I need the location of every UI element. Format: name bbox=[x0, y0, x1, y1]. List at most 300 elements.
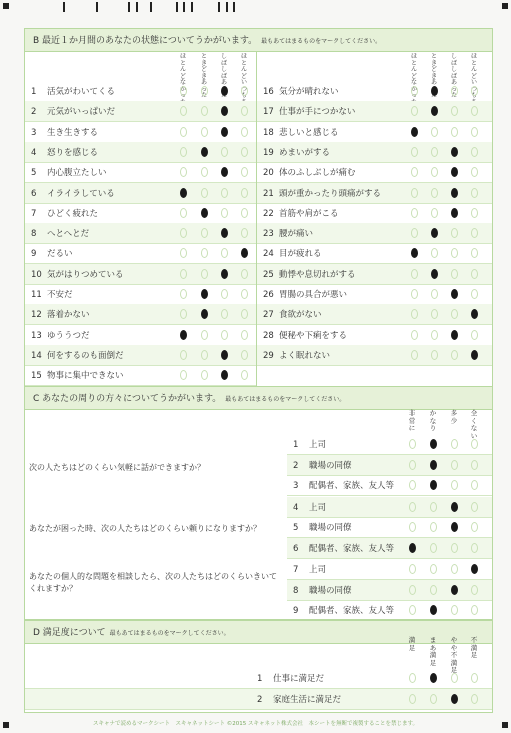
answer-bubble[interactable] bbox=[451, 330, 458, 340]
question-label bbox=[31, 166, 107, 178]
answer-bubble[interactable] bbox=[471, 86, 478, 96]
answer-bubble[interactable] bbox=[180, 127, 187, 137]
question-text: 気分が晴れない bbox=[279, 87, 339, 97]
answer-bubble[interactable] bbox=[201, 228, 208, 238]
answer-bubble[interactable] bbox=[241, 147, 248, 157]
answer-bubble[interactable] bbox=[221, 147, 228, 157]
question-text: 目が疲れる bbox=[279, 249, 322, 260]
answer-bubble[interactable] bbox=[221, 269, 228, 279]
answer-bubble[interactable] bbox=[411, 86, 418, 96]
answer-bubble[interactable] bbox=[471, 502, 478, 512]
answer-bubble[interactable] bbox=[451, 106, 458, 116]
question-number: 21 bbox=[263, 188, 274, 199]
question-text: 何をするのも面倒だ bbox=[47, 350, 124, 361]
answer-bubble[interactable] bbox=[180, 330, 187, 340]
answer-bubble[interactable] bbox=[451, 167, 458, 177]
answer-bubble[interactable] bbox=[451, 480, 458, 490]
answer-bubble[interactable] bbox=[451, 502, 458, 512]
question-text: 内心腹立たしい bbox=[47, 168, 107, 179]
answer-bubble[interactable] bbox=[411, 269, 418, 279]
question-number: 16 bbox=[263, 87, 274, 97]
answer-bubble[interactable] bbox=[471, 309, 478, 319]
answer-bubble[interactable] bbox=[471, 350, 478, 360]
answer-bubble[interactable] bbox=[451, 543, 458, 553]
question-label bbox=[263, 349, 330, 361]
answer-bubble[interactable] bbox=[409, 605, 416, 615]
question-text: 怒りを感じる bbox=[47, 147, 99, 158]
answer-bubble[interactable] bbox=[241, 248, 248, 258]
question-number: 13 bbox=[31, 330, 42, 341]
answer-bubble[interactable] bbox=[431, 269, 438, 279]
answer-bubble[interactable] bbox=[411, 309, 418, 319]
answer-bubble[interactable] bbox=[471, 543, 478, 553]
answer-bubble[interactable] bbox=[221, 309, 228, 319]
answer-bubble[interactable] bbox=[431, 188, 438, 198]
question-label bbox=[293, 584, 352, 596]
question-text: へとへとだ bbox=[47, 229, 90, 240]
question-number: 1 bbox=[31, 87, 37, 97]
question-number: 18 bbox=[263, 127, 274, 138]
question-number: 22 bbox=[263, 208, 274, 219]
answer-bubble[interactable] bbox=[431, 309, 438, 319]
question-1: 次の人たちはどのくらい気軽に話ができますか？ bbox=[29, 463, 205, 472]
answer-bubble[interactable] bbox=[201, 208, 208, 218]
question-number: 11 bbox=[31, 290, 42, 300]
choice-header: ときどきあ bbox=[430, 53, 437, 86]
answer-bubble[interactable] bbox=[451, 460, 458, 470]
question-text: 家庭生活に満足だ bbox=[273, 694, 342, 705]
answer-bubble[interactable] bbox=[201, 106, 208, 116]
question-row bbox=[257, 183, 492, 204]
question-number: 5 bbox=[293, 523, 299, 533]
answer-bubble[interactable] bbox=[241, 86, 248, 96]
answer-bubble[interactable] bbox=[221, 86, 228, 96]
question-text: 首筋や肩がこる bbox=[279, 208, 339, 219]
question-label bbox=[31, 329, 90, 341]
question-text: 配偶者、家族、友人等 bbox=[309, 481, 395, 491]
answer-bubble[interactable] bbox=[471, 188, 478, 198]
question-text: 上司 bbox=[309, 502, 327, 513]
question-label bbox=[263, 288, 347, 300]
question-row bbox=[257, 345, 492, 366]
answer-bubble[interactable] bbox=[180, 86, 187, 96]
answer-bubble[interactable] bbox=[471, 694, 478, 704]
answer-bubble[interactable] bbox=[471, 439, 478, 449]
answer-bubble[interactable] bbox=[431, 86, 438, 96]
answer-bubble[interactable] bbox=[201, 370, 208, 380]
choice-header: 全くない bbox=[470, 409, 478, 440]
question-label bbox=[31, 207, 98, 219]
answer-bubble[interactable] bbox=[241, 269, 248, 279]
answer-bubble[interactable] bbox=[411, 248, 418, 258]
answer-bubble[interactable] bbox=[431, 208, 438, 218]
answer-bubble[interactable] bbox=[471, 585, 478, 595]
answer-bubble[interactable] bbox=[451, 694, 458, 704]
question-number: 10 bbox=[31, 269, 42, 280]
question-text: 職場の同僚 bbox=[309, 523, 352, 533]
answer-bubble[interactable] bbox=[221, 208, 228, 218]
answer-bubble[interactable] bbox=[201, 86, 208, 96]
answer-bubble[interactable] bbox=[431, 330, 438, 340]
answer-bubble[interactable] bbox=[451, 673, 458, 683]
question-text: 食欲がない bbox=[279, 310, 322, 321]
question-label bbox=[31, 187, 115, 199]
question-label bbox=[293, 563, 326, 575]
question-label bbox=[31, 85, 115, 97]
answer-bubble[interactable] bbox=[471, 248, 478, 258]
answer-bubble[interactable] bbox=[221, 106, 228, 116]
answer-bubble[interactable] bbox=[430, 564, 437, 574]
section-d-title: D 満足度について bbox=[33, 628, 106, 638]
section-d-panel bbox=[24, 620, 493, 713]
question-row bbox=[257, 284, 492, 305]
question-number: 2 bbox=[31, 107, 37, 118]
answer-bubble[interactable] bbox=[471, 480, 478, 490]
answer-bubble[interactable] bbox=[409, 480, 416, 490]
answer-bubble[interactable] bbox=[180, 269, 187, 279]
question-label bbox=[31, 247, 73, 259]
question-label bbox=[263, 85, 339, 97]
question-label bbox=[31, 126, 98, 138]
question-row bbox=[287, 434, 492, 455]
question-number: 1 bbox=[293, 440, 299, 450]
answer-bubble[interactable] bbox=[180, 289, 187, 299]
answer-bubble[interactable] bbox=[180, 106, 187, 116]
question-text: 仕事に満足だ bbox=[273, 674, 325, 684]
choice-header: ほとんどいつも bbox=[240, 53, 247, 99]
question-number: 12 bbox=[31, 310, 42, 321]
question-text: 物事に集中できない bbox=[47, 371, 124, 382]
answer-bubble[interactable] bbox=[451, 248, 458, 258]
answer-bubble[interactable] bbox=[221, 188, 228, 198]
answer-bubble[interactable] bbox=[431, 167, 438, 177]
section-b-title: B 最近１か月間のあなたの状態についてうかがいます。 bbox=[33, 36, 258, 46]
answer-bubble[interactable] bbox=[180, 147, 187, 157]
question-text: だるい bbox=[47, 249, 73, 260]
question-row bbox=[25, 689, 492, 710]
answer-bubble[interactable] bbox=[180, 188, 187, 198]
question-3: あなたの個人的な問題を相談したら、次の人たちはどのくらいきいてくれますか？ bbox=[29, 572, 277, 593]
choice-header: かなり bbox=[429, 409, 437, 432]
answer-bubble[interactable] bbox=[431, 228, 438, 238]
question-row bbox=[287, 559, 492, 580]
question-text: 胃腸の具合が悪い bbox=[279, 290, 348, 300]
question-row bbox=[257, 223, 492, 244]
answer-bubble[interactable] bbox=[431, 350, 438, 360]
question-text: 配偶者、家族、友人等 bbox=[309, 606, 395, 616]
answer-bubble[interactable] bbox=[471, 147, 478, 157]
answer-bubble[interactable] bbox=[471, 228, 478, 238]
answer-bubble[interactable] bbox=[451, 585, 458, 595]
question-number: 8 bbox=[31, 229, 37, 240]
answer-bubble[interactable] bbox=[201, 127, 208, 137]
answer-bubble[interactable] bbox=[180, 309, 187, 319]
answer-bubble[interactable] bbox=[471, 208, 478, 218]
answer-bubble[interactable] bbox=[451, 86, 458, 96]
answer-bubble[interactable] bbox=[201, 330, 208, 340]
answer-bubble[interactable] bbox=[411, 228, 418, 238]
question-text: 落着かない bbox=[47, 310, 90, 321]
answer-bubble[interactable] bbox=[451, 188, 458, 198]
answer-bubble[interactable] bbox=[411, 330, 418, 340]
answer-bubble[interactable] bbox=[431, 248, 438, 258]
choice-header: しばしばあった bbox=[450, 53, 457, 99]
question-row bbox=[25, 284, 256, 305]
answer-bubble[interactable] bbox=[241, 350, 248, 360]
answer-bubble[interactable] bbox=[241, 289, 248, 299]
answer-bubble[interactable] bbox=[201, 248, 208, 258]
question-number: 5 bbox=[31, 168, 37, 179]
choice-header: 満足 bbox=[408, 636, 416, 652]
answer-bubble[interactable] bbox=[451, 439, 458, 449]
answer-bubble[interactable] bbox=[430, 480, 437, 490]
question-text: 便秘や下痢をする bbox=[279, 330, 348, 341]
question-label bbox=[263, 166, 356, 178]
question-number: 4 bbox=[31, 147, 37, 158]
answer-bubble[interactable] bbox=[430, 605, 437, 615]
answer-bubble[interactable] bbox=[431, 127, 438, 137]
answer-bubble[interactable] bbox=[180, 370, 187, 380]
question-text: 職場の同僚 bbox=[309, 460, 352, 471]
answer-bubble[interactable] bbox=[409, 439, 416, 449]
question-text: 体のふしぶしが痛む bbox=[279, 168, 356, 179]
answer-bubble[interactable] bbox=[430, 673, 437, 683]
question-number: 20 bbox=[263, 168, 274, 179]
answer-bubble[interactable] bbox=[409, 585, 416, 595]
answer-bubble[interactable] bbox=[201, 188, 208, 198]
section-c-header bbox=[25, 387, 492, 410]
question-label bbox=[263, 227, 313, 239]
answer-bubble[interactable] bbox=[241, 106, 248, 116]
question-text: めまいがする bbox=[279, 147, 331, 158]
choice-header: やや不満足 bbox=[450, 636, 458, 674]
question-number: 7 bbox=[31, 208, 37, 219]
question-text: 配偶者、家族、友人等 bbox=[309, 543, 395, 554]
answer-bubble[interactable] bbox=[411, 208, 418, 218]
question-row bbox=[25, 81, 256, 102]
question-number: 28 bbox=[263, 330, 274, 341]
choice-header: しばしばあ bbox=[220, 53, 227, 86]
question-text: 活気がわいてくる bbox=[47, 87, 116, 97]
question-number: 9 bbox=[293, 606, 299, 616]
question-number: 14 bbox=[31, 350, 42, 361]
answer-bubble[interactable] bbox=[241, 208, 248, 218]
corner-mark bbox=[502, 3, 508, 9]
question-row bbox=[257, 162, 492, 183]
answer-bubble[interactable] bbox=[221, 167, 228, 177]
question-text: 腰が痛い bbox=[279, 229, 314, 240]
answer-bubble[interactable] bbox=[471, 106, 478, 116]
answer-bubble[interactable] bbox=[431, 289, 438, 299]
question-text: 元気がいっぱいだ bbox=[47, 107, 116, 118]
answer-bubble[interactable] bbox=[180, 228, 187, 238]
question-label bbox=[293, 459, 352, 471]
answer-bubble[interactable] bbox=[471, 605, 478, 615]
choice-header: 非常に bbox=[408, 409, 416, 432]
answer-bubble[interactable] bbox=[471, 564, 478, 574]
question-row bbox=[287, 475, 492, 496]
answer-bubble[interactable] bbox=[221, 127, 228, 137]
answer-bubble[interactable] bbox=[221, 248, 228, 258]
answer-bubble[interactable] bbox=[180, 208, 187, 218]
answer-bubble[interactable] bbox=[471, 289, 478, 299]
answer-bubble[interactable] bbox=[201, 289, 208, 299]
answer-bubble[interactable] bbox=[451, 289, 458, 299]
answer-bubble[interactable] bbox=[471, 127, 478, 137]
answer-bubble[interactable] bbox=[409, 502, 416, 512]
question-number: 9 bbox=[31, 249, 37, 260]
answer-bubble[interactable] bbox=[430, 543, 437, 553]
question-text: 生き生きする bbox=[47, 127, 99, 138]
choice-header: ほとんどいつも bbox=[470, 53, 477, 99]
question-row bbox=[287, 455, 492, 476]
question-number: 19 bbox=[263, 147, 274, 158]
question-row bbox=[257, 304, 492, 325]
answer-bubble[interactable] bbox=[411, 167, 418, 177]
answer-bubble[interactable] bbox=[201, 147, 208, 157]
answer-bubble[interactable] bbox=[411, 289, 418, 299]
answer-bubble[interactable] bbox=[221, 370, 228, 380]
answer-bubble[interactable] bbox=[180, 350, 187, 360]
answer-bubble[interactable] bbox=[411, 147, 418, 157]
answer-bubble[interactable] bbox=[180, 248, 187, 258]
question-row bbox=[287, 580, 492, 601]
answer-bubble[interactable] bbox=[471, 673, 478, 683]
answer-bubble[interactable] bbox=[430, 460, 437, 470]
question-row bbox=[257, 325, 492, 346]
question-label bbox=[257, 672, 324, 684]
answer-bubble[interactable] bbox=[409, 673, 416, 683]
question-label bbox=[263, 146, 330, 158]
question-row bbox=[25, 223, 256, 244]
answer-bubble[interactable] bbox=[221, 289, 228, 299]
question-text: よく眠れない bbox=[279, 350, 331, 361]
answer-bubble[interactable] bbox=[241, 330, 248, 340]
question-label bbox=[293, 479, 394, 491]
choice-header: 不満足 bbox=[470, 636, 478, 659]
question-number: 29 bbox=[263, 350, 274, 361]
question-text: 職場の同僚 bbox=[309, 585, 352, 596]
answer-bubble[interactable] bbox=[221, 330, 228, 340]
answer-bubble[interactable] bbox=[451, 147, 458, 157]
answer-bubble[interactable] bbox=[451, 269, 458, 279]
choice-header: ときどきあった bbox=[200, 53, 207, 99]
question-row bbox=[257, 203, 492, 224]
question-row bbox=[25, 325, 256, 346]
footer-notice: スキャナで読めるマークシート スキャネットシート ©2015 スキャネット株式会社 本シートを無断で複製することを禁じます。 bbox=[92, 721, 419, 727]
choice-header: まあ満足 bbox=[429, 636, 437, 667]
answer-bubble[interactable] bbox=[451, 564, 458, 574]
answer-bubble[interactable] bbox=[431, 147, 438, 157]
question-number: 3 bbox=[293, 481, 299, 491]
answer-bubble[interactable] bbox=[409, 460, 416, 470]
question-number: 15 bbox=[31, 371, 42, 382]
section-d-header bbox=[25, 621, 492, 644]
question-number: 27 bbox=[263, 310, 274, 321]
answer-bubble[interactable] bbox=[221, 228, 228, 238]
question-label bbox=[293, 542, 394, 554]
answer-bubble[interactable] bbox=[430, 439, 437, 449]
answer-bubble[interactable] bbox=[430, 585, 437, 595]
answer-bubble[interactable] bbox=[451, 605, 458, 615]
answer-bubble[interactable] bbox=[451, 309, 458, 319]
answer-bubble[interactable] bbox=[411, 188, 418, 198]
question-row bbox=[25, 183, 256, 204]
answer-bubble[interactable] bbox=[451, 228, 458, 238]
question-text: 上司 bbox=[309, 440, 327, 450]
answer-bubble[interactable] bbox=[409, 564, 416, 574]
question-label bbox=[263, 308, 322, 320]
question-label bbox=[31, 349, 124, 361]
answer-bubble[interactable] bbox=[451, 350, 458, 360]
answer-bubble[interactable] bbox=[241, 188, 248, 198]
question-number: 3 bbox=[31, 127, 37, 138]
answer-bubble[interactable] bbox=[241, 370, 248, 380]
answer-bubble[interactable] bbox=[241, 228, 248, 238]
answer-bubble[interactable] bbox=[409, 543, 416, 553]
answer-bubble[interactable] bbox=[411, 127, 418, 137]
answer-bubble[interactable] bbox=[471, 167, 478, 177]
answer-bubble[interactable] bbox=[471, 269, 478, 279]
section-d-subtitle: 最もあてはまるものをマークしてください。 bbox=[109, 630, 230, 637]
answer-bubble[interactable] bbox=[241, 127, 248, 137]
answer-bubble[interactable] bbox=[471, 522, 478, 532]
answer-bubble[interactable] bbox=[431, 106, 438, 116]
question-number: 2 bbox=[293, 460, 299, 471]
answer-bubble[interactable] bbox=[471, 460, 478, 470]
answer-bubble[interactable] bbox=[201, 350, 208, 360]
question-text: イライラしている bbox=[47, 188, 115, 199]
answer-bubble[interactable] bbox=[201, 167, 208, 177]
question-number: 23 bbox=[263, 229, 274, 240]
answer-bubble[interactable] bbox=[180, 167, 187, 177]
question-row bbox=[287, 600, 492, 621]
question-row bbox=[257, 264, 492, 285]
question-row bbox=[25, 101, 256, 122]
question-2: あなたが困った時、次の人たちはどのくらい頼りになりますか？ bbox=[29, 524, 261, 533]
answer-bubble[interactable] bbox=[409, 522, 416, 532]
question-label bbox=[31, 308, 90, 320]
question-row bbox=[257, 101, 492, 122]
question-text: 悲しいと感じる bbox=[279, 127, 339, 138]
answer-bubble[interactable] bbox=[451, 127, 458, 137]
answer-bubble[interactable] bbox=[411, 106, 418, 116]
question-label bbox=[263, 207, 339, 219]
answer-bubble[interactable] bbox=[201, 309, 208, 319]
answer-bubble[interactable] bbox=[451, 522, 458, 532]
question-row bbox=[25, 345, 256, 366]
choice-header: 多少 bbox=[450, 409, 458, 425]
section-c-subtitle: 最もあてはまるものをマークしてください。 bbox=[225, 396, 346, 403]
question-row bbox=[287, 497, 492, 518]
question-text: 上司 bbox=[309, 565, 327, 575]
answer-bubble[interactable] bbox=[201, 269, 208, 279]
question-label bbox=[31, 105, 115, 117]
answer-bubble[interactable] bbox=[241, 167, 248, 177]
answer-bubble[interactable] bbox=[430, 502, 437, 512]
answer-bubble[interactable] bbox=[451, 208, 458, 218]
choice-header: ほとんどなかっ bbox=[179, 53, 186, 99]
answer-bubble[interactable] bbox=[430, 522, 437, 532]
answer-bubble[interactable] bbox=[241, 309, 248, 319]
question-number: 7 bbox=[293, 565, 299, 575]
question-number: 2 bbox=[257, 694, 263, 705]
answer-bubble[interactable] bbox=[430, 694, 437, 704]
answer-bubble[interactable] bbox=[471, 330, 478, 340]
answer-bubble[interactable] bbox=[221, 350, 228, 360]
answer-bubble[interactable] bbox=[411, 350, 418, 360]
answer-bubble[interactable] bbox=[409, 694, 416, 704]
